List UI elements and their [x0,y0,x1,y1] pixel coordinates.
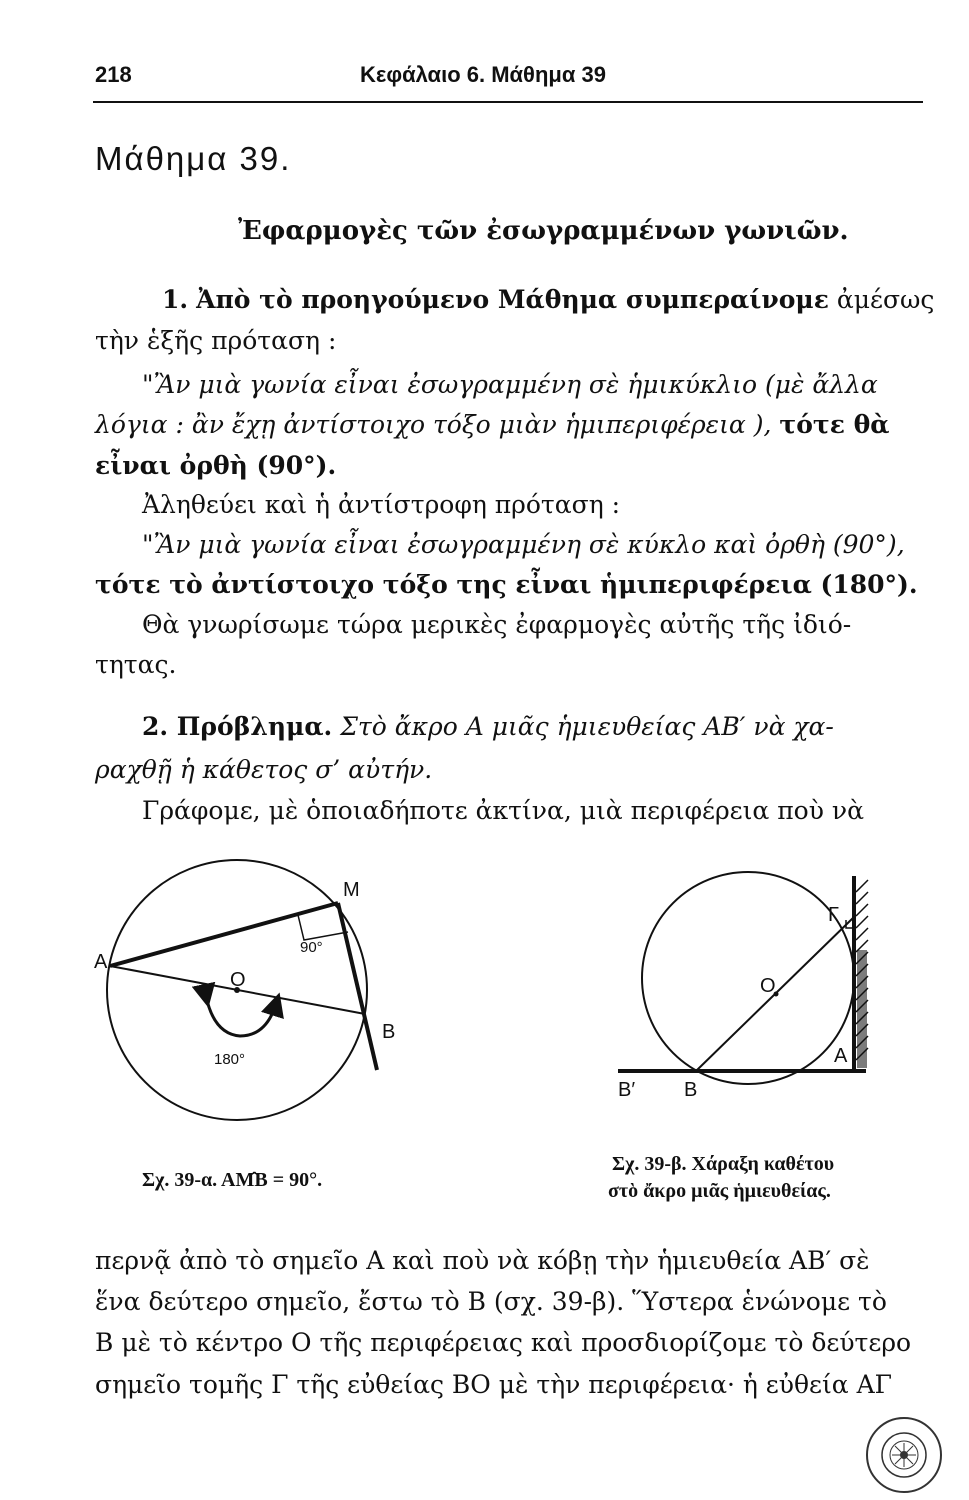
fig-a-label-180: 180° [214,1051,246,1068]
s1-line-9: Θὰ γνωρίσωμε τώρα μερικὲς ἐφαρμογὲς αὐτῆς τῆς ἰδιό- [142,610,852,639]
s1-line-6: Ἀληθεύει καὶ ἡ ἀντίστροφη πρόταση : [142,490,621,519]
fig-a-chord-am [110,903,338,966]
s1-line-7: "Ἂν μιὰ γωνία εἶναι ἐσωγραμμένη σὲ κύκλο καὶ ὀρθὴ (90°), [142,530,905,559]
s1-line-8: τότε τὸ ἀντίστοιχο τόξο της εἶναι ἡμιπεριφέρεια (180°). [95,570,918,599]
fig-b-caption-1: Σχ. 39-β. Χάραξη καθέτου [612,1153,835,1175]
page-number: 218 [95,62,132,87]
foundation-seal [864,1415,944,1495]
fig-a-arc-arrow [206,996,276,1036]
fig-a-label-b: B [382,1021,396,1043]
s3-line-2: ἕνα δεύτερο σημεῖο, ἔστω τὸ Β (σχ. 39-β). Ὕστερα ἑνώνομε τὸ [95,1287,887,1316]
s2-problem-text: Στὸ ἄκρο Α μιᾶς ἡμιευθείας ΑΒ′ νὰ χα- [340,712,834,741]
s3-line-4: σημεῖο τομῆς Γ τῆς εὐθείας ΒΟ μὲ τὴν περιφέρεια· ἡ εὐθεία ΑΓ [95,1370,892,1399]
fig-b-circle [642,872,854,1084]
s1-line-10: τητας. [95,650,177,679]
fig-a-chord-mb [338,903,377,1070]
s3-line-3: Β μὲ τὸ κέντρο Ο τῆς περιφέρειας καὶ προσδιορίζομε τὸ δεύτερο [95,1328,912,1357]
fig-a-label-o: O [230,969,246,991]
figure-a [94,860,395,1120]
s1-num: 1. [162,285,189,314]
lesson-title: Μάθημα 39. [95,140,292,177]
fig-b-label-b: B [684,1079,698,1101]
s1-line-3: "Ἂν μιὰ γωνία εἶναι ἐσωγραμμένη σὲ ἡμικύκλιο (μὲ ἄλλα [142,370,878,399]
s1-line-2: τὴν ἑξῆς πρόταση : [95,326,337,355]
fig-a-label-m: M [343,879,360,901]
s2-line-3: Γράφομε, μὲ ὁποιαδήποτε ἀκτίνα, μιὰ περιφέρεια ποὺ νὰ [142,796,864,825]
s1-line-5: εἶναι ὀρθὴ (90°). [95,451,337,480]
fig-b-label-a: A [834,1045,848,1067]
s1-line-4b: τότε θὰ [779,410,890,439]
s3-line-1: περνᾷ ἀπὸ τὸ σημεῖο Α καὶ ποὺ νὰ κόβῃ τὴν ἡμιευθεία ΑΒ′ σὲ [95,1246,870,1275]
figure-b [618,872,868,1101]
fig-b-caption-2: στὸ ἄκρο μιᾶς ἡμιευθείας. [608,1180,831,1202]
s2-problem-label: 2. Πρόβλημα. [142,712,333,741]
s1-line-4a: λόγια : ἂν ἔχῃ ἀντίστοιχο τόξο μιὰν ἡμιπεριφέρεια ), [95,410,772,439]
s1-rest: ἀμέσως [836,285,935,314]
fig-a-label-90: 90° [300,939,323,956]
running-header: Κεφάλαιο 6. Μάθημα 39 [360,62,606,87]
fig-b-label-o: O [760,975,776,997]
fig-b-wall-shade [857,950,867,1068]
lesson-subtitle: Ἐφαρμογὲς τῶν ἐσωγραμμένων γωνιῶν. [238,216,849,246]
fig-b-label-g: Γ [828,904,840,926]
s1-bold: Ἀπὸ τὸ προηγούμενο Μάθημα συμπεραίνομε [196,285,829,314]
s2-line-2: ραχθῇ ἡ κάθετος σ’ αὐτήν. [95,755,433,784]
fig-a-caption: Σχ. 39-α. ΑΜ̂Β = 90°. [142,1169,323,1191]
fig-b-label-bprime: B′ [618,1079,636,1101]
fig-a-label-a: A [94,951,108,973]
